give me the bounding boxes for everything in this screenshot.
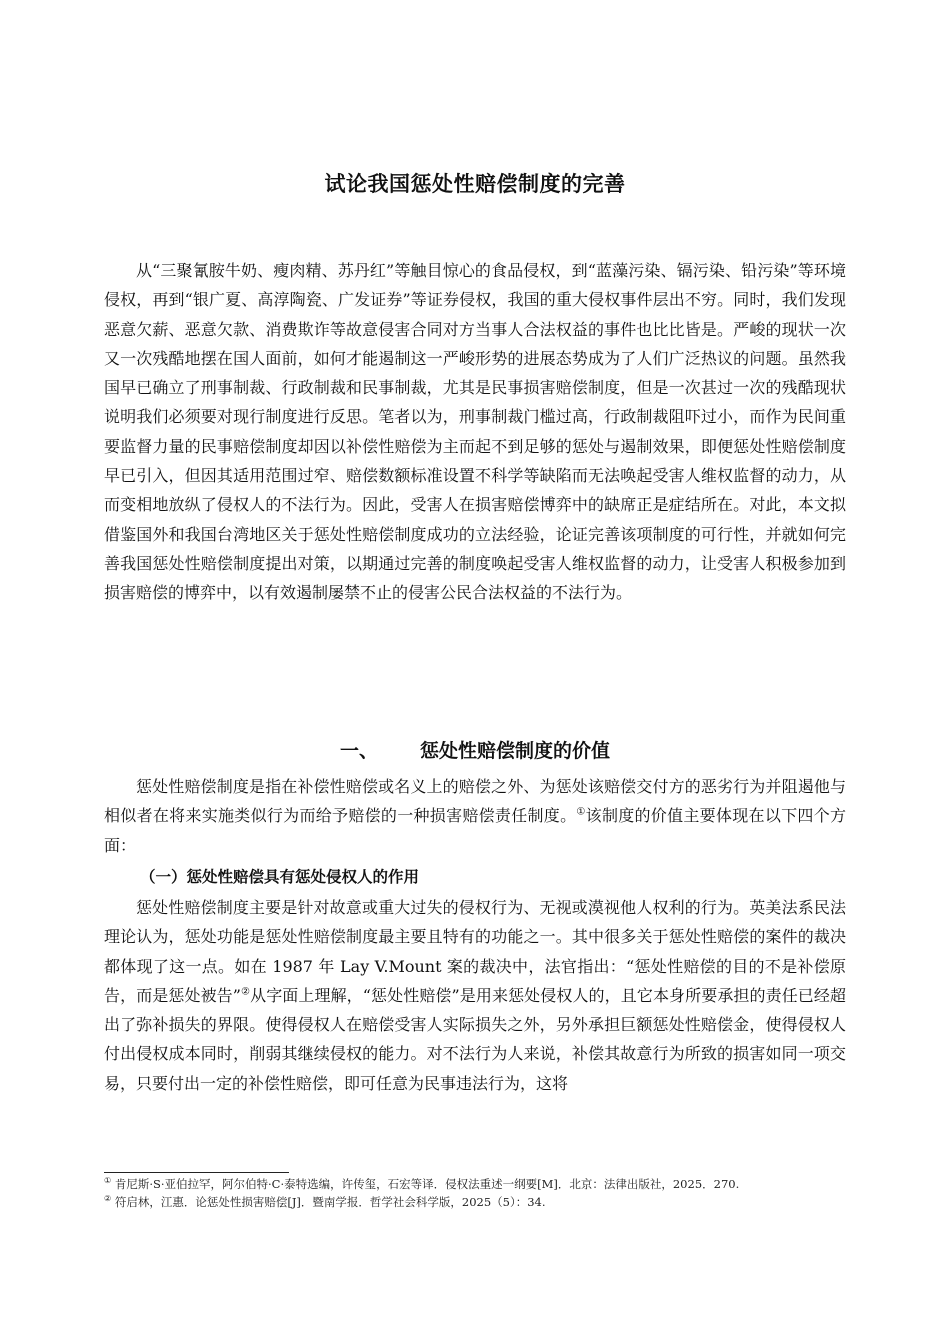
footnote-divider bbox=[104, 1172, 289, 1173]
intro-paragraph: 从“三聚氰胺牛奶、瘦肉精、苏丹红”等触目惊心的食品侵权，到“蓝藻污染、镉污染、铅污染”等环境侵权，再到“银广夏、高淳陶瓷、广发证券”等证券侵权，我国的重大侵权事件层出不穷。同时，我们发现恶意欠薪、恶意欠款、消费欺诈等故意侵害合同对方当事人合法权益的事件也比比皆是。严峻的现状一次又一次残酷地摆在国人面前，如何才能遏制这一严峻形势的进展态势成为了人们广泛热议的问题。虽然我国早已确立了刑事制裁、行政制裁和民事制裁，尤其是民事损害赔偿制度，但是一次甚过一次的残酷现状说明我们必须要对现行制度进行反思。笔者以为，刑事制裁门槛过高，行政制裁阻吓过小，而作为民间重要监督力量的民事赔偿制度却因以补偿性赔偿为主而起不到足够的惩处与遏制效果，即便惩处性赔偿制度早已引入，但因其适用范围过窄、赔偿数额标准设置不科学等缺陷而无法唤起受害人维权监督的动力，从而变相地放纵了侵权人的不法行为。因此，受害人在损害赔偿博弈中的缺席正是症结所在。对此，本文拟借鉴国外和我国台湾地区关于惩处性赔偿制度成功的立法经验，论证完善该项制度的可行性，并就如何完善我国惩处性赔偿制度提出对策，以期通过完善的制度唤起受害人维权监督的动力，让受害人积极参加到损害赔偿的博弈中，以有效遏制屡禁不止的侵害公民合法权益的不法行为。 bbox=[104, 261, 846, 603]
footnote-2-mark: ② bbox=[104, 1193, 112, 1203]
footnote-ref-2[interactable]: ② bbox=[240, 986, 251, 998]
section-1-number: 一、 bbox=[339, 740, 378, 762]
section-1-paragraph-text-cont: 该制度的价值主要体现在以下四个方面： bbox=[104, 806, 846, 855]
section-1-paragraph bbox=[104, 772, 846, 860]
subsection-1-paragraph bbox=[104, 893, 846, 1098]
footnotes bbox=[104, 1176, 846, 1211]
document-title: 试论我国惩处性赔偿制度的完善 bbox=[324, 172, 626, 196]
section-1-title: 惩处性赔偿制度的价值 bbox=[420, 740, 611, 762]
subsection-1-paragraph-text: 惩处性赔偿制度主要是针对故意或重大过失的侵权行为、无视或漠视他人权利的行为。英美法系民法理论认为，惩处功能是惩处性赔偿制度最主要且特有的功能之一。其中很多关于惩处性赔偿的案件的裁决都体现了这一点。如在 1987 年 Lay V.Mount 案的裁决中，法官指出：“惩处性赔偿的目的不是补偿原告，而是惩处被告” bbox=[104, 898, 846, 1005]
footnote-ref-1[interactable]: ① bbox=[576, 806, 586, 818]
footnote-1 bbox=[104, 1176, 846, 1194]
subsection-1-paragraph-text-cont: 从字面上理解，“惩处性赔偿”是用来惩处侵权人的，且它本身所要承担的责任已经超出了弥补损失的界限。使得侵权人在赔偿受害人实际损失之外，另外承担巨额惩处性赔偿金，使得侵权人付出侵权成本同时，削弱其继续侵权的能力。对不法行为人来说，补偿其故意行为所致的损害如同一项交易，只要付出一定的补偿性赔偿，即可任意为民事违法行为，这将 bbox=[104, 985, 846, 1093]
footnote-1-text: 肯尼斯·S·亚伯拉罕，阿尔伯特·C·泰特选编，许传玺，石宏等译．侵权法重述一纲要[M]．北京：法律出版社，2025．270. bbox=[114, 1177, 740, 1191]
footnote-2 bbox=[104, 1194, 846, 1212]
section-1-paragraph-text: 惩处性赔偿制度是指在补偿性赔偿或名义上的赔偿之外、为惩处该赔偿交付方的恶劣行为并阻遏他与相似者在将来实施类似行为而给予赔偿的一种损害赔偿责任制度。 bbox=[104, 777, 846, 826]
subsection-1-heading: （一）惩处性赔偿具有惩处侵权人的作用 bbox=[140, 868, 420, 886]
section-1-heading bbox=[0, 736, 950, 763]
footnote-2-text: 符启林，江惠．论惩处性损害赔偿[J]．暨南学报．哲学社会科学版，2025（5）：34. bbox=[114, 1194, 546, 1209]
footnote-1-mark: ① bbox=[104, 1176, 112, 1186]
